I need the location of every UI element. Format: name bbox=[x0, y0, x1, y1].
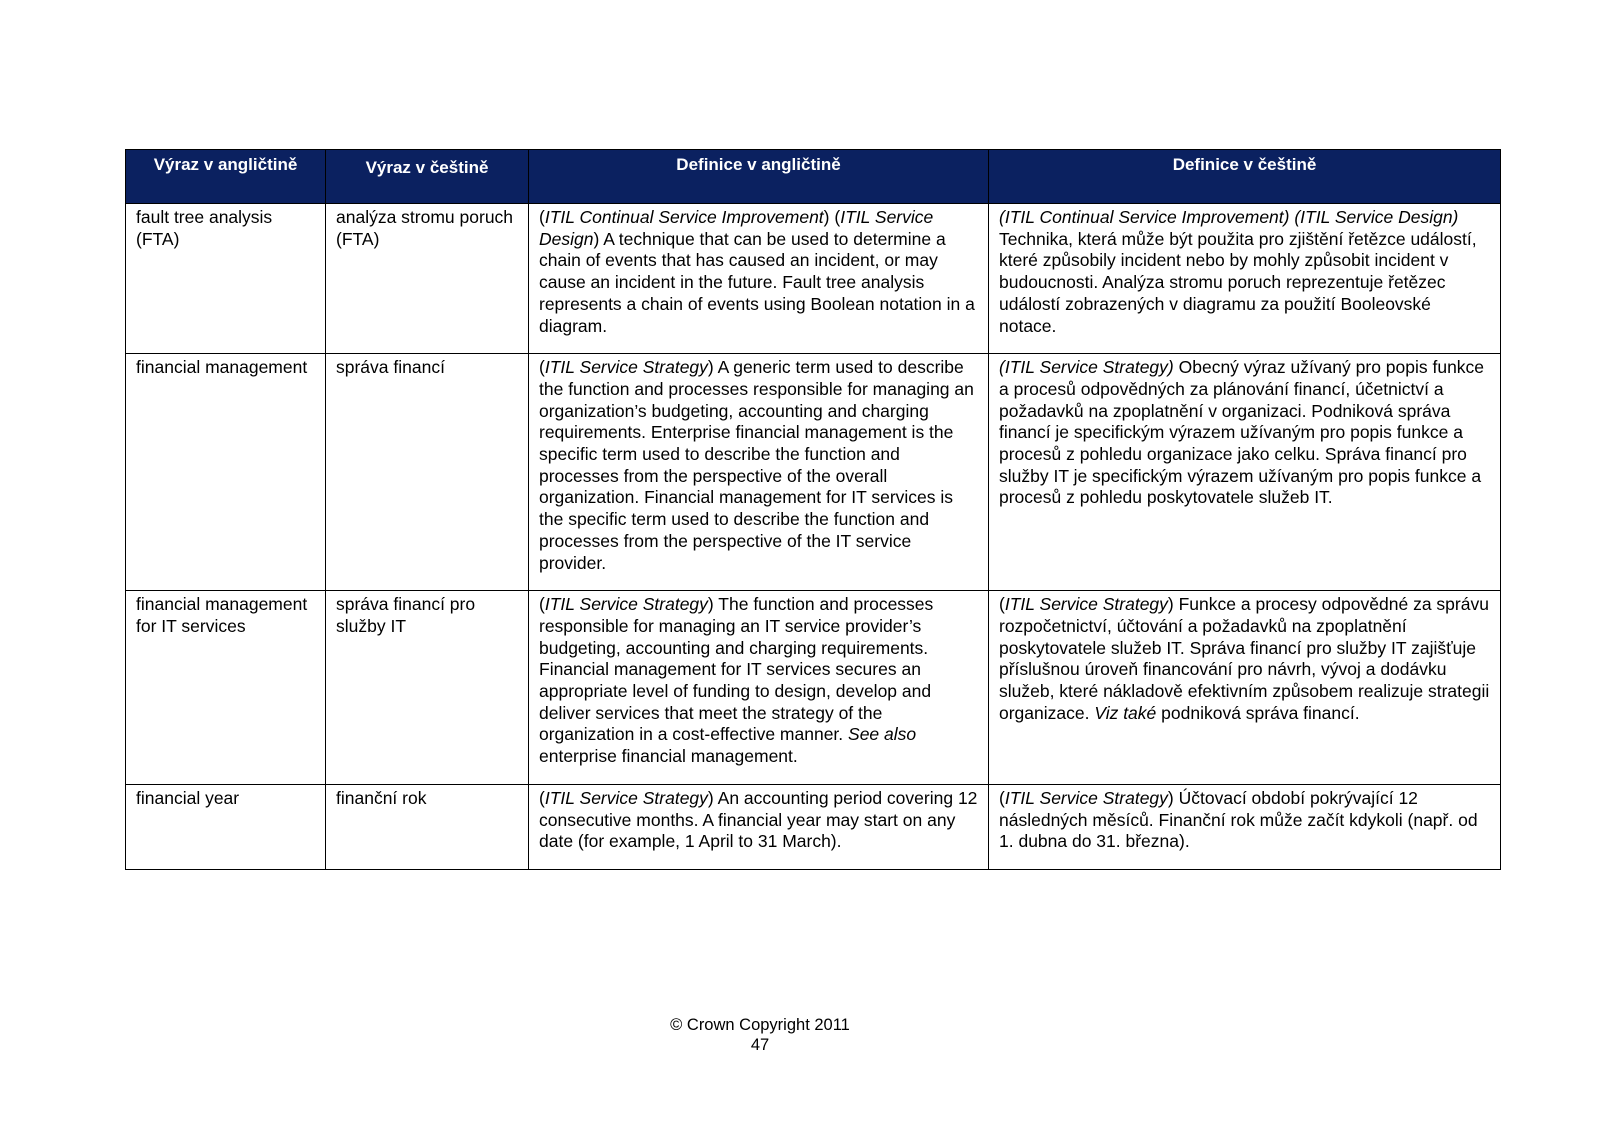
definition-cs-cell: (ITIL Service Strategy) Obecný výraz užívaný pro popis funkce a procesů odpovědných za plánování financí, účetnictví a požadavků na zpoplatnění v organizaci. Podniková správa financí je specifickým výrazem užívaným pro popis funkce a procesů z pohledu organizace jako celku. Správa financí pro služby IT je specifickým výrazem užívaným pro popis funkce a procesů z pohledu poskytovatele služeb IT. bbox=[989, 354, 1501, 591]
glossary-table bbox=[125, 149, 1501, 870]
term-cs-cell: správa financí bbox=[326, 354, 529, 591]
footer-copyright: © Crown Copyright 2011 bbox=[670, 1016, 850, 1034]
term-en-cell: financial management for IT services bbox=[126, 591, 326, 785]
header-def-en: Definice v angličtině bbox=[529, 150, 989, 204]
table-row bbox=[126, 591, 1501, 785]
definition-en-cell: (ITIL Service Strategy) The function and processes responsible for managing an IT service provider’s budgeting, accounting and charging requirements. Financial management for IT services secures an appropriate level of funding to design, develop and deliver services that meet the strategy of the organization in a cost-effective manner. See also enterprise financial management. bbox=[529, 591, 989, 785]
definition-en-cell: (ITIL Continual Service Improvement) (ITIL Service Design) A technique that can be used to determine a chain of events that has caused an incident, or may cause an incident in the future. Fault tree analysis represents a chain of events using Boolean notation in a diagram. bbox=[529, 204, 989, 354]
page-number: 47 bbox=[750, 1036, 770, 1054]
term-cs-cell: analýza stromu poruch (FTA) bbox=[326, 204, 529, 354]
definition-en-cell: (ITIL Service Strategy) An accounting period covering 12 consecutive months. A financial year may start on any date (for example, 1 April to 31 March). bbox=[529, 784, 989, 869]
definition-cs-cell: (ITIL Continual Service Improvement) (ITIL Service Design) Technika, která může být použita pro zjištění řetězce událostí, které způsobily incident nebo by mohly způsobit incident v budoucnosti. Analýza stromu poruch reprezentuje řetězec událostí zobrazených v diagramu za použití Booleovské notace. bbox=[989, 204, 1501, 354]
definition-en-cell: (ITIL Service Strategy) A generic term used to describe the function and processes responsible for managing an organization’s budgeting, accounting and charging requirements. Enterprise financial management is the specific term used to describe the function and processes from the perspective of the overall organization. Financial management for IT services is the specific term used to describe the function and processes from the perspective of the IT service provider. bbox=[529, 354, 989, 591]
header-term-en: Výraz v angličtině bbox=[126, 150, 326, 204]
term-en-cell: financial year bbox=[126, 784, 326, 869]
definition-cs-cell: (ITIL Service Strategy) Funkce a procesy odpovědné za správu rozpočetnictví, účtování a požadavků na zpoplatnění poskytovatele služeb IT. Správa financí pro služby IT zajišťuje příslušnou úroveň financování pro návrh, vývoj a dodávku služeb, které nákladově efektivním způsobem realizuje strategii organizace. Viz také podniková správa financí. bbox=[989, 591, 1501, 785]
header-term-cs: Výraz v češtině bbox=[326, 150, 529, 204]
definition-cs-cell: (ITIL Service Strategy) Účtovací období pokrývající 12 následných měsíců. Finanční rok může začít kdykoli (např. od 1. dubna do 31. března). bbox=[989, 784, 1501, 869]
table-row bbox=[126, 204, 1501, 354]
table-row bbox=[126, 354, 1501, 591]
header-def-cs: Definice v češtině bbox=[989, 150, 1501, 204]
table-header-row bbox=[126, 150, 1501, 204]
term-en-cell: fault tree analysis (FTA) bbox=[126, 204, 326, 354]
term-cs-cell: správa financí pro služby IT bbox=[326, 591, 529, 785]
term-en-cell: financial management bbox=[126, 354, 326, 591]
table-row bbox=[126, 784, 1501, 869]
term-cs-cell: finanční rok bbox=[326, 784, 529, 869]
